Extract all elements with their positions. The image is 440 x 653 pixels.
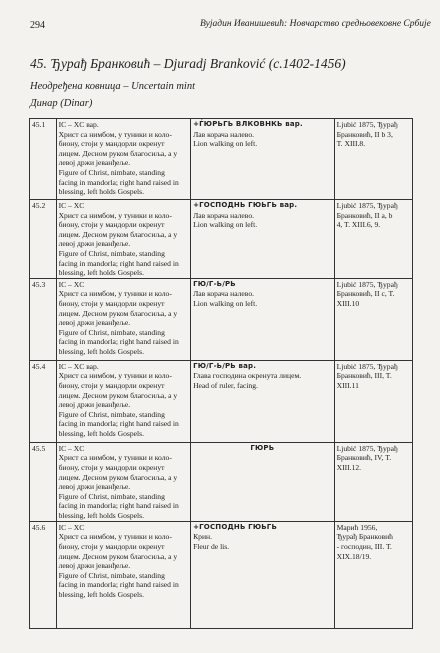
reverse-line: Lion walking on left. — [193, 298, 258, 308]
obverse-line: лицем. Десном руком благосиља, а у — [58, 229, 178, 239]
obverse-line: blessing, left holds Gospels. — [58, 589, 144, 599]
reference-line: Ђурађ Бранковић — [336, 532, 393, 542]
obverse-line: лицем. Десном руком благосиља, а у — [58, 390, 178, 400]
obverse-description — [56, 521, 191, 628]
reference-line: Ljubić 1875, Ђурађ — [336, 120, 398, 129]
obverse-line: лицем. Десном руком благосиља, а у — [58, 472, 178, 482]
section-title: 45. Ђурађ Бранковић – Djuradj Branković (c.1402-1456) — [30, 56, 346, 71]
reverse-line: Крин. — [193, 532, 212, 542]
obverse-line: биону, стоји у мандорли окренут — [58, 380, 165, 390]
obverse-line: левој држи јеванђеље. — [58, 318, 131, 328]
bibliographic-reference — [334, 360, 412, 442]
reference-line: Ljubić 1875, Ђурађ — [336, 201, 398, 210]
obverse-line: Христ са нимбом, у туники и коло- — [58, 371, 172, 381]
obverse-line: биону, стоји у мандорли окренут — [58, 139, 165, 149]
reverse-line: Head of ruler, facing. — [193, 380, 258, 390]
bibliographic-reference — [334, 521, 412, 628]
obverse-line: Figure of Christ, nimbate, standing — [58, 327, 165, 337]
table-row — [30, 200, 413, 279]
obverse-line: Figure of Christ, nimbate, standing — [58, 167, 165, 177]
obverse-line: левој држи јеванђеље. — [58, 158, 131, 168]
obverse-line: blessing, left holds Gospels. — [58, 346, 144, 356]
reverse-legend: ГЮ/Г-Ь/РЬ вар. — [193, 361, 257, 370]
obverse-line: Христ са нимбом, у туники и коло- — [58, 453, 172, 463]
reference-line: Ljubić 1875, Ђурађ — [336, 361, 398, 371]
obverse-line: Figure of Christ, nimbate, standing — [58, 570, 165, 580]
page-number: 294 — [30, 20, 45, 31]
obverse-line: Figure of Christ, nimbate, standing — [58, 409, 165, 419]
obverse-line: Figure of Christ, nimbate, standing — [58, 248, 165, 258]
obverse-line: лицем. Десном руком благосиља, а у — [58, 308, 178, 318]
obverse-line: лицем. Десном руком благосиља, а у — [58, 148, 178, 158]
reverse-description — [191, 278, 335, 360]
obverse-line: facing in mandorla; right hand raised in — [58, 258, 179, 268]
table-row — [30, 360, 413, 442]
catalogue-number: 45.1 — [30, 119, 57, 200]
obverse-line: IC – XC вар. — [58, 120, 99, 129]
running-head: Вујадин Иванишевић: Новчарство средњовековне Србије — [200, 19, 431, 29]
reference-line: Бранковић, III, T. — [336, 371, 392, 381]
obverse-line: биону, стоји у мандорли окренут — [58, 462, 165, 472]
table-row — [30, 119, 413, 200]
reference-line: - господин, III. T. — [336, 541, 392, 551]
obverse-line: левој држи јеванђеље. — [58, 400, 131, 410]
obverse-line: facing in mandorla; right hand raised in — [58, 177, 179, 187]
obverse-line: facing in mandorla; right hand raised in — [58, 580, 179, 590]
catalogue-number: 45.6 — [30, 521, 57, 628]
table-row — [30, 278, 413, 360]
denomination-subtitle: Динар (Dinar) — [30, 98, 93, 109]
catalogue-number: 45.4 — [30, 360, 57, 442]
obverse-line: Христ са нимбом, у туники и коло- — [58, 532, 172, 542]
reverse-description — [191, 442, 335, 521]
obverse-line: биону, стоји у мандорли окренут — [58, 298, 165, 308]
reverse-legend: +ЃЮРЬГЬ ВЛКОВНКЬ вар. — [193, 120, 303, 128]
obverse-line: IC – XC — [58, 522, 85, 532]
bibliographic-reference — [334, 442, 412, 521]
obverse-line: IC – XC — [58, 201, 85, 210]
reference-line: XIX.18/19. — [336, 551, 372, 561]
obverse-line: blessing, left holds Gospels. — [58, 268, 144, 278]
reference-line: Ljubić 1875, Ђурађ — [336, 443, 398, 453]
obverse-description — [56, 278, 191, 360]
bibliographic-reference — [334, 119, 412, 200]
obverse-description — [56, 200, 191, 279]
reverse-line: Лав корача налево. — [193, 210, 255, 220]
table-row — [30, 521, 413, 628]
reference-line: T. XIII.8. — [336, 139, 366, 149]
reverse-description — [191, 521, 335, 628]
table-row — [30, 442, 413, 521]
obverse-line: blessing, left holds Gospels. — [58, 510, 144, 520]
obverse-description — [56, 119, 191, 200]
obverse-line: Христ са нимбом, у туники и коло- — [58, 289, 172, 299]
obverse-line: лицем. Десном руком благосиља, а у — [58, 551, 178, 561]
obverse-line: facing in mandorla; right hand raised in — [58, 419, 179, 429]
reverse-description — [191, 200, 335, 279]
reference-line: Ljubić 1875, Ђурађ — [336, 279, 398, 289]
reference-line: Марић 1956, — [336, 522, 378, 532]
reverse-legend: +ГОСПОДНЬ ГЮЬГЬ — [193, 522, 277, 531]
reference-line: XIII.11 — [336, 380, 359, 390]
reference-line: Бранковић, II b 3, — [336, 129, 393, 139]
reverse-line: Лав корача налево. — [193, 289, 255, 299]
obverse-description — [56, 360, 191, 442]
reference-line: XIII.12. — [336, 462, 362, 472]
reverse-line: Fleur de lis. — [193, 541, 230, 551]
bibliographic-reference — [334, 278, 412, 360]
obverse-line: Христ са нимбом, у туники и коло- — [58, 210, 172, 220]
reverse-line: Lion walking on left. — [193, 220, 258, 230]
obverse-line: левој држи јеванђеље. — [58, 239, 131, 249]
obverse-line: IC – XC — [58, 443, 85, 453]
obverse-line: IC – XC — [58, 279, 85, 289]
obverse-line: Христ са нимбом, у туники и коло- — [58, 129, 172, 139]
reverse-line: Lion walking on left. — [193, 139, 258, 149]
reference-line: Бранковић, IV, T. — [336, 453, 392, 463]
catalogue-number: 45.3 — [30, 278, 57, 360]
mint-subtitle: Неодређена ковница – Uncertain mint — [30, 81, 195, 92]
catalogue-number: 45.2 — [30, 200, 57, 279]
reverse-description — [191, 360, 335, 442]
reference-line: Бранковић, II c, T. — [336, 289, 395, 299]
reference-line: XIII.10 — [336, 298, 360, 308]
reverse-legend: ГЮ/Г-Ь/РЬ — [193, 279, 236, 288]
coin-catalogue-table — [29, 118, 413, 629]
obverse-description — [56, 442, 191, 521]
bibliographic-reference — [334, 200, 412, 279]
obverse-line: биону, стоји у мандорли окренут — [58, 220, 165, 230]
reverse-description — [191, 119, 335, 200]
reference-line: 4, T. XIII.6, 9. — [336, 220, 381, 230]
obverse-line: facing in mandorla; right hand raised in — [58, 337, 179, 347]
reverse-line: Глава господина окренута лицем. — [193, 371, 302, 381]
obverse-line: Figure of Christ, nimbate, standing — [58, 491, 165, 501]
reference-line: Бранковић, II a, b — [336, 210, 393, 220]
obverse-line: IC – XC вар. — [58, 361, 99, 371]
obverse-line: биону, стоји у мандорли окренут — [58, 541, 165, 551]
obverse-line: левој држи јеванђеље. — [58, 561, 131, 571]
obverse-line: blessing, left holds Gospels. — [58, 187, 144, 197]
reverse-line: Лав корача налево. — [193, 129, 255, 139]
obverse-line: левој држи јеванђеље. — [58, 482, 131, 492]
obverse-line: blessing, left holds Gospels. — [58, 428, 144, 438]
reverse-legend: +ГОСПОДНЬ ГЮЬГЬ вар. — [193, 201, 298, 209]
obverse-line: facing in mandorla; right hand raised in — [58, 501, 179, 511]
catalogue-number: 45.5 — [30, 442, 57, 521]
reverse-legend: ГЮРЬ — [250, 443, 275, 452]
